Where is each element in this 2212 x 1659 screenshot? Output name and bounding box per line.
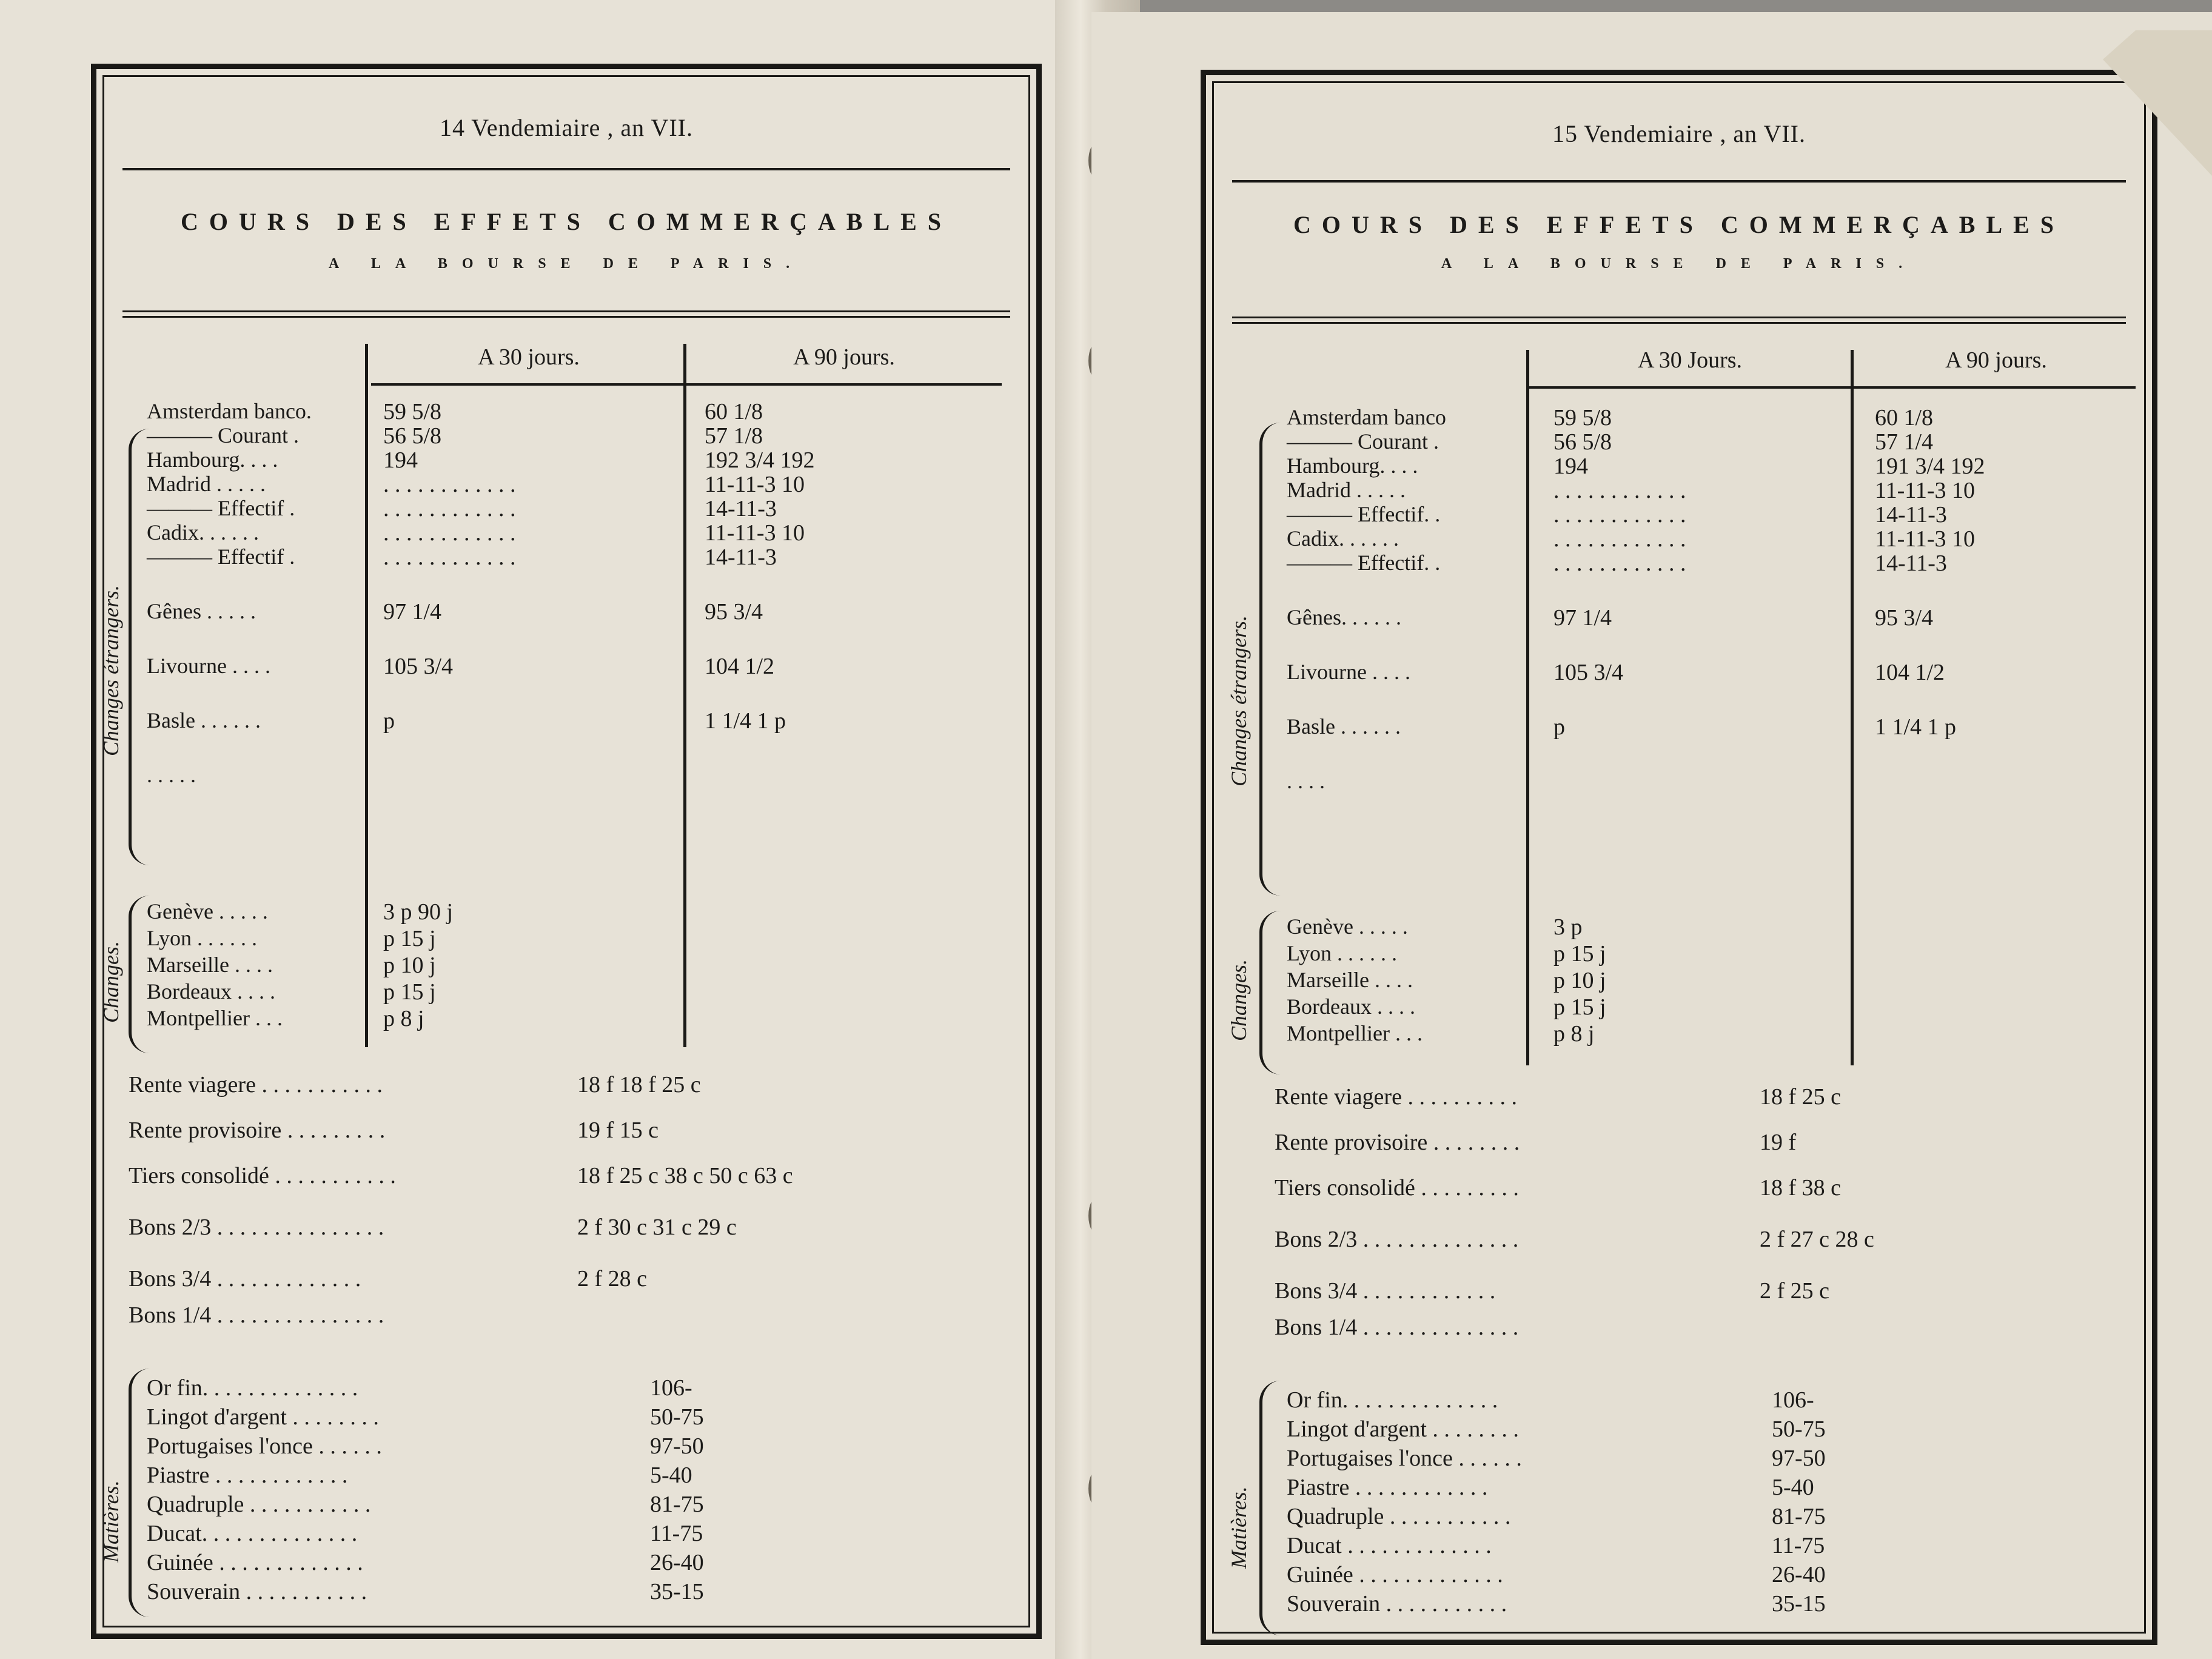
- foreign-row-label: Hambourg. . . .: [1287, 454, 1418, 478]
- page-header: 15 Vendemiaire , an VII.: [1552, 120, 1806, 147]
- foreign-row-90-day: 57 1/8: [705, 423, 763, 449]
- domestic-row-label: Genève . . . . .: [1287, 914, 1408, 939]
- label-changes-etrangers: Changes étrangers.: [1227, 615, 1251, 786]
- metal-row-label: Or fin. . . . . . . . . . . . . .: [1287, 1387, 1498, 1413]
- foreign-row-label: . . . . .: [147, 763, 196, 787]
- foreign-row-90-day: 104 1/2: [1875, 660, 1945, 685]
- foreign-row-30-day: . . . . . . . . . . . .: [1553, 478, 1686, 503]
- label-matieres: Matières.: [99, 1480, 123, 1563]
- metal-row-value: 81-75: [650, 1492, 704, 1517]
- foreign-row-label: Cadix. . . . . .: [1287, 526, 1399, 551]
- foreign-row-label: ——— Effectif .: [147, 545, 295, 569]
- page-subtitle: A LA BOURSE DE PARIS.: [1441, 256, 1917, 272]
- foreign-row-90-day: 14-11-3: [705, 545, 777, 570]
- foreign-row-90-day: 11-11-3 10: [705, 520, 805, 546]
- fund-row-value: 19 f 15 c: [577, 1118, 659, 1143]
- col-head-30: A 30 jours.: [478, 344, 580, 370]
- metal-row-value: 35-15: [1772, 1591, 1826, 1617]
- fund-row-label: Bons 1/4 . . . . . . . . . . . . . . .: [129, 1302, 384, 1328]
- foreign-row-90-day: 60 1/8: [705, 399, 763, 424]
- fund-row-value: 19 f: [1760, 1130, 1797, 1155]
- foreign-row-label: Amsterdam banco.: [147, 399, 312, 423]
- metal-row-value: 5-40: [1772, 1475, 1814, 1500]
- domestic-row-30-day: p 15 j: [383, 979, 436, 1005]
- foreign-row-30-day: 97 1/4: [1553, 605, 1612, 631]
- domestic-row-label: Genève . . . . .: [147, 899, 268, 923]
- metal-row-value: 106-: [650, 1375, 692, 1401]
- label-changes: Changes.: [99, 941, 123, 1023]
- metal-row-value: 5-40: [650, 1463, 692, 1488]
- foreign-row-label: Basle . . . . . .: [1287, 714, 1401, 739]
- foreign-row-30-day: 56 5/8: [383, 423, 442, 449]
- foreign-row-30-day: . . . . . . . . . . . .: [383, 496, 516, 521]
- label-changes: Changes.: [1227, 959, 1251, 1041]
- metal-row-value: 97-50: [1772, 1446, 1826, 1471]
- fund-row-label: Rente viagere . . . . . . . . . .: [1275, 1084, 1517, 1110]
- metal-row-value: 81-75: [1772, 1504, 1826, 1529]
- foreign-row-90-day: 14-11-3: [705, 496, 777, 521]
- foreign-row-30-day: 105 3/4: [1553, 660, 1624, 685]
- domestic-row-30-day: p 15 j: [1553, 941, 1606, 967]
- foreign-row-90-day: 57 1/4: [1875, 429, 1934, 455]
- foreign-row-30-day: . . . . . . . . . . . .: [383, 520, 516, 546]
- left-page-inner-border: [99, 75, 1030, 1627]
- foreign-row-label: Basle . . . . . .: [147, 708, 261, 732]
- metal-row-label: Quadruple . . . . . . . . . . .: [147, 1492, 371, 1517]
- col-head-90: A 90 jours.: [793, 344, 895, 370]
- foreign-row-90-day: 14-11-3: [1875, 502, 1947, 528]
- foreign-row-label: Livourne . . . .: [147, 654, 270, 678]
- domestic-row-30-day: p 15 j: [383, 926, 436, 951]
- header-rule: [122, 168, 1010, 170]
- right-page: [1091, 12, 2212, 1659]
- foreign-row-30-day: p: [1553, 714, 1565, 740]
- metal-row-label: Or fin. . . . . . . . . . . . . .: [147, 1375, 358, 1401]
- metal-row-label: Souverain . . . . . . . . . . .: [1287, 1591, 1507, 1617]
- foreign-row-30-day: 105 3/4: [383, 654, 454, 679]
- col-head-90: A 90 jours.: [1945, 347, 2047, 373]
- col-head-rule: [371, 383, 1002, 386]
- foreign-row-90-day: 1 1/4 1 p: [705, 708, 786, 734]
- foreign-row-label: ——— Effectif. .: [1287, 551, 1441, 575]
- fund-row-value: 18 f 18 f 25 c: [577, 1072, 701, 1098]
- metal-row-label: Souverain . . . . . . . . . . .: [147, 1579, 367, 1604]
- foreign-row-30-day: 97 1/4: [383, 599, 442, 625]
- fund-row-value: 18 f 25 c: [1760, 1084, 1842, 1110]
- header-rule: [1232, 180, 2126, 183]
- metal-row-label: Portugaises l'once . . . . . .: [147, 1433, 382, 1459]
- metal-row-label: Ducat . . . . . . . . . . . . .: [1287, 1533, 1492, 1558]
- fund-row-value: 2 f 27 c 28 c: [1760, 1227, 1874, 1252]
- metal-row-label: Lingot d'argent . . . . . . . .: [147, 1404, 379, 1430]
- foreign-row-90-day: 14-11-3: [1875, 551, 1947, 576]
- fund-row-label: Rente provisoire . . . . . . . . .: [129, 1118, 386, 1143]
- foreign-row-label: Amsterdam banco: [1287, 405, 1446, 429]
- foreign-row-label: Gênes . . . . .: [147, 599, 256, 623]
- domestic-row-label: Montpellier . . .: [147, 1006, 283, 1030]
- page-title: COURS DES EFFETS COMMERÇABLES: [180, 208, 953, 235]
- brace-domestic: [1259, 911, 1281, 1074]
- fund-row-label: Bons 3/4 . . . . . . . . . . . .: [1275, 1278, 1496, 1304]
- foreign-row-30-day: . . . . . . . . . . . .: [383, 472, 516, 497]
- table-divider-1: [365, 344, 368, 1047]
- domestic-row-30-day: 3 p 90 j: [383, 899, 454, 925]
- foreign-row-90-day: 104 1/2: [705, 654, 775, 679]
- label-changes-etrangers: Changes étrangers.: [99, 585, 123, 756]
- metal-row-value: 26-40: [650, 1550, 704, 1575]
- domestic-row-label: Montpellier . . .: [1287, 1021, 1423, 1045]
- left-page: [0, 0, 1091, 1659]
- domestic-row-30-day: p 15 j: [1553, 994, 1606, 1020]
- table-divider-2: [683, 344, 686, 1047]
- foreign-row-90-day: 95 3/4: [705, 599, 763, 625]
- fund-row-label: Bons 3/4 . . . . . . . . . . . . .: [129, 1266, 361, 1292]
- fund-row-label: Tiers consolidé . . . . . . . . . . .: [129, 1163, 396, 1188]
- col-head-30: A 30 Jours.: [1637, 347, 1743, 373]
- domestic-row-label: Lyon . . . . . .: [147, 926, 258, 950]
- foreign-row-label: ——— Effectif. .: [1287, 502, 1441, 526]
- metal-row-value: 26-40: [1772, 1562, 1826, 1587]
- fund-row-value: 2 f 30 c 31 c 29 c: [577, 1215, 737, 1240]
- metal-row-value: 11-75: [650, 1521, 703, 1546]
- metal-row-label: Piastre . . . . . . . . . . . .: [1287, 1475, 1488, 1500]
- fund-row-label: Bons 2/3 . . . . . . . . . . . . . .: [1275, 1227, 1519, 1252]
- page-title: COURS DES EFFETS COMMERÇABLES: [1293, 211, 2065, 238]
- fund-row-label: Bons 1/4 . . . . . . . . . . . . . .: [1275, 1315, 1519, 1340]
- domestic-row-label: Lyon . . . . . .: [1287, 941, 1398, 965]
- foreign-row-30-day: 59 5/8: [1553, 405, 1612, 431]
- metal-row-value: 50-75: [650, 1404, 704, 1430]
- col-head-rule: [1529, 386, 2136, 389]
- foreign-row-label: Cadix. . . . . .: [147, 520, 259, 545]
- domestic-row-label: Bordeaux . . . .: [1287, 994, 1415, 1019]
- fund-row-value: 18 f 38 c: [1760, 1175, 1842, 1201]
- foreign-row-30-day: 59 5/8: [383, 399, 442, 424]
- foreign-row-label: Livourne . . . .: [1287, 660, 1410, 684]
- fund-row-label: Tiers consolidé . . . . . . . . .: [1275, 1175, 1519, 1201]
- foreign-row-30-day: p: [383, 708, 395, 734]
- metal-row-label: Piastre . . . . . . . . . . . .: [147, 1463, 348, 1488]
- right-page-inner-border: [1212, 81, 2146, 1634]
- domestic-row-30-day: 3 p: [1553, 914, 1583, 940]
- page-header: 14 Vendemiaire , an VII.: [440, 114, 693, 141]
- foreign-row-90-day: 1 1/4 1 p: [1875, 714, 1957, 740]
- foreign-row-30-day: . . . . . . . . . . . .: [1553, 502, 1686, 528]
- foreign-row-90-day: 95 3/4: [1875, 605, 1934, 631]
- fund-row-value: 2 f 25 c: [1760, 1278, 1830, 1304]
- metal-row-label: Portugaises l'once . . . . . .: [1287, 1446, 1522, 1471]
- label-matieres: Matières.: [1227, 1486, 1251, 1569]
- left-page-frame: [91, 64, 1042, 1639]
- right-page-frame: [1201, 70, 2157, 1645]
- domestic-row-30-day: p 8 j: [1553, 1021, 1595, 1047]
- foreign-row-90-day: 60 1/8: [1875, 405, 1934, 431]
- foreign-row-label: ——— Courant .: [1287, 429, 1439, 454]
- metal-row-label: Lingot d'argent . . . . . . . .: [1287, 1416, 1519, 1442]
- foreign-row-90-day: 11-11-3 10: [1875, 478, 1975, 503]
- metal-row-label: Guinée . . . . . . . . . . . . .: [147, 1550, 363, 1575]
- foreign-row-30-day: 194: [383, 447, 418, 473]
- domestic-row-30-day: p 10 j: [1553, 968, 1606, 993]
- brace-foreign: [1259, 423, 1281, 896]
- fund-row-label: Rente provisoire . . . . . . . .: [1275, 1130, 1520, 1155]
- foreign-row-label: ——— Effectif .: [147, 496, 295, 520]
- foreign-row-90-day: 192 3/4 192: [705, 447, 815, 473]
- domestic-row-30-day: p 8 j: [383, 1006, 424, 1031]
- foreign-row-30-day: . . . . . . . . . . . .: [383, 545, 516, 570]
- fund-row-value: 18 f 25 c 38 c 50 c 63 c: [577, 1163, 793, 1188]
- metal-row-value: 97-50: [650, 1433, 704, 1459]
- metal-row-value: 35-15: [650, 1579, 704, 1604]
- foreign-row-label: Gênes. . . . . .: [1287, 605, 1401, 629]
- metal-row-label: Ducat. . . . . . . . . . . . . .: [147, 1521, 358, 1546]
- domestic-row-30-day: p 10 j: [383, 953, 436, 978]
- metal-row-value: 50-75: [1772, 1416, 1826, 1442]
- fund-row-label: Bons 2/3 . . . . . . . . . . . . . . .: [129, 1215, 384, 1240]
- metal-row-label: Quadruple . . . . . . . . . . .: [1287, 1504, 1511, 1529]
- foreign-row-90-day: 191 3/4 192: [1875, 454, 1985, 479]
- domestic-row-label: Marseille . . . .: [147, 953, 273, 977]
- metal-row-value: 106-: [1772, 1387, 1814, 1413]
- foreign-row-label: Hambourg. . . .: [147, 447, 278, 472]
- title-rule: [122, 310, 1010, 318]
- brace-metals: [1259, 1381, 1281, 1635]
- foreign-row-label: . . . .: [1287, 769, 1325, 793]
- foreign-row-label: ——— Courant .: [147, 423, 299, 447]
- domestic-row-label: Bordeaux . . . .: [147, 979, 275, 1004]
- page-subtitle: A LA BOURSE DE PARIS.: [328, 256, 805, 272]
- foreign-row-90-day: 11-11-3 10: [705, 472, 805, 497]
- foreign-row-label: Madrid . . . . .: [147, 472, 266, 496]
- foreign-row-label: Madrid . . . . .: [1287, 478, 1406, 502]
- title-rule: [1232, 317, 2126, 324]
- foreign-row-90-day: 11-11-3 10: [1875, 526, 1975, 552]
- foreign-row-30-day: . . . . . . . . . . . .: [1553, 526, 1686, 552]
- domestic-row-label: Marseille . . . .: [1287, 968, 1413, 992]
- foreign-row-30-day: . . . . . . . . . . . .: [1553, 551, 1686, 576]
- metal-row-label: Guinée . . . . . . . . . . . . .: [1287, 1562, 1503, 1587]
- metal-row-value: 11-75: [1772, 1533, 1825, 1558]
- table-divider-1: [1526, 350, 1529, 1065]
- foreign-row-30-day: 56 5/8: [1553, 429, 1612, 455]
- fund-row-value: 2 f 28 c: [577, 1266, 648, 1292]
- fund-row-label: Rente viagere . . . . . . . . . . .: [129, 1072, 383, 1098]
- foreign-row-30-day: 194: [1553, 454, 1588, 479]
- table-divider-2: [1851, 350, 1854, 1065]
